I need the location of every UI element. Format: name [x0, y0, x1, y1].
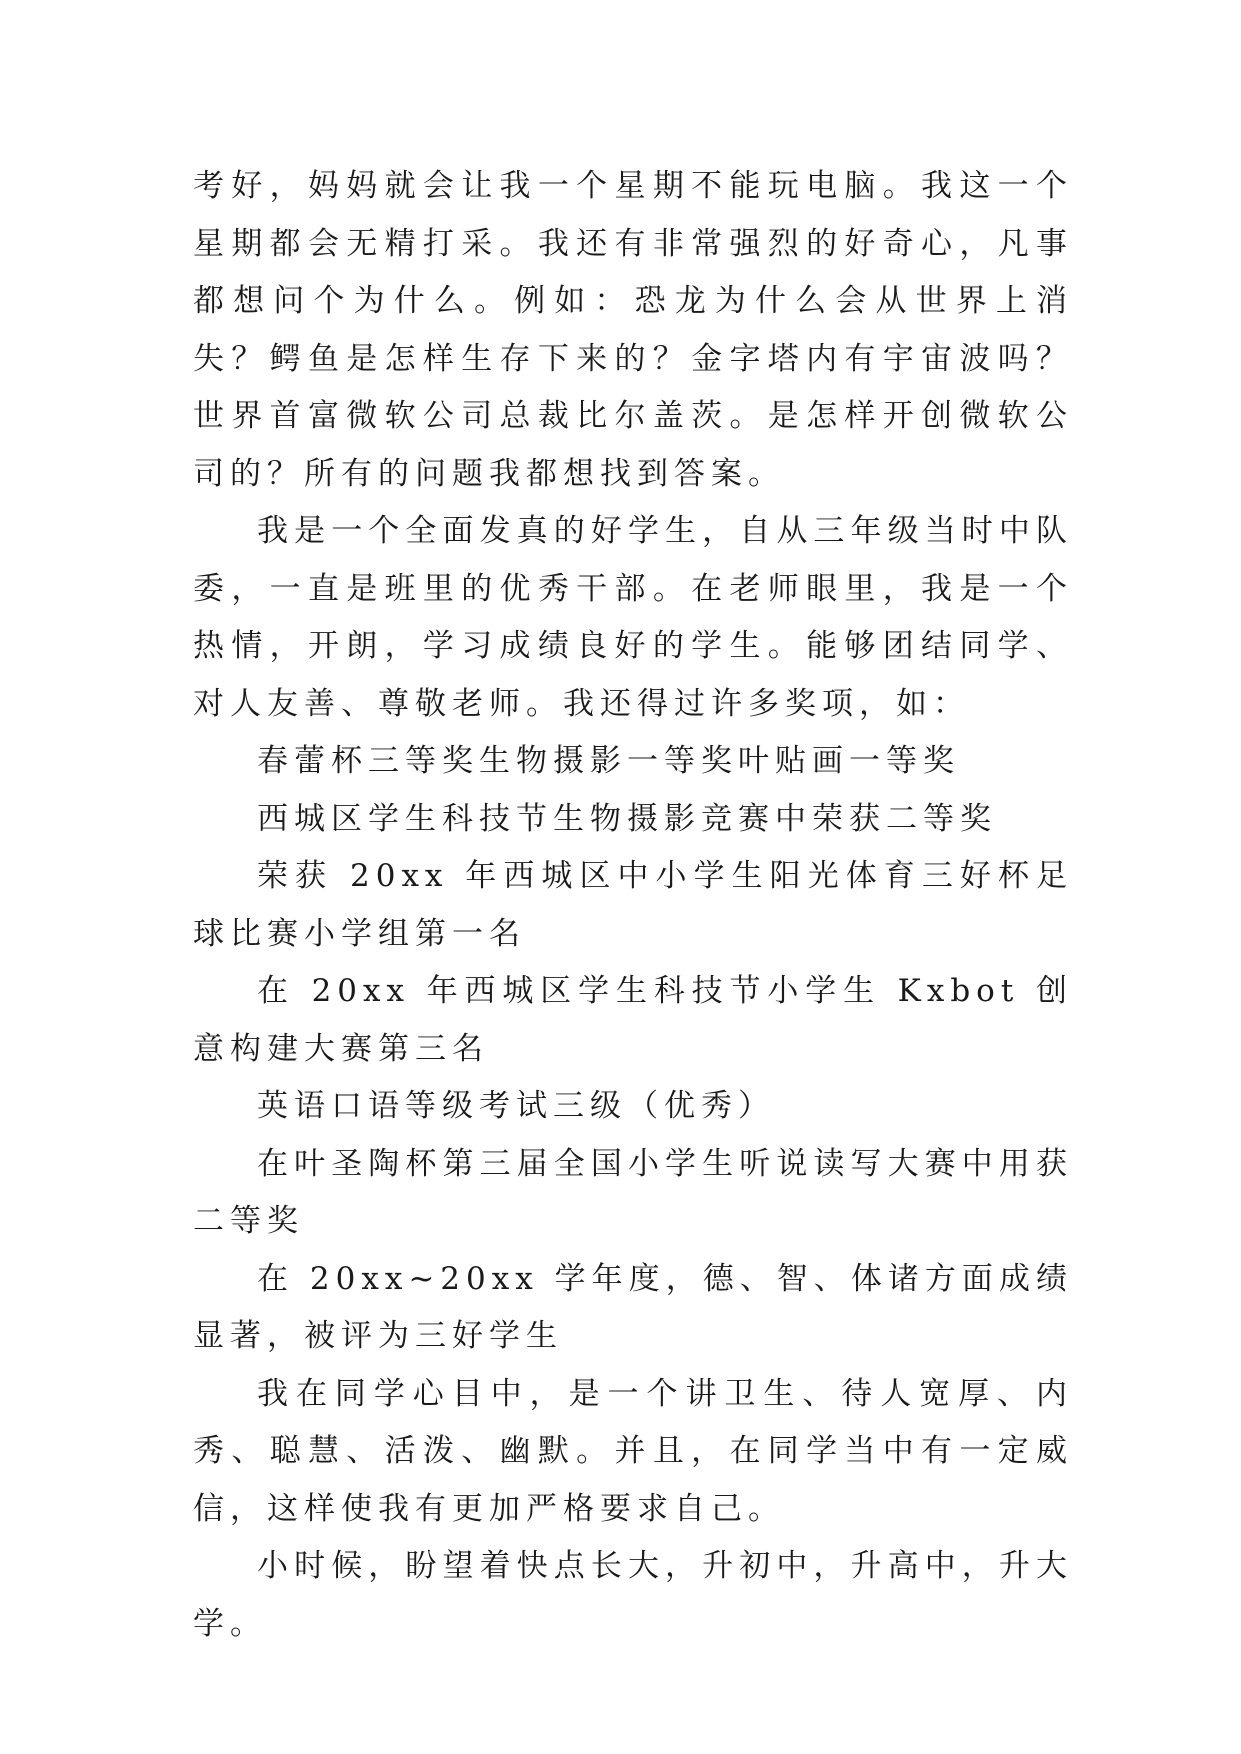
- paragraph-2: 我是一个全面发真的好学生，自从三年级当时中队委，一直是班里的优秀干部。在老师眼里，我是一个热情，开朗，学习成绩良好的学生。能够团结同学、对人友善、尊敬老师。我还得过许多奖项，如：: [193, 513, 1073, 722]
- paragraph-classmates: 我在同学心目中，是一个讲卫生、待人宽厚、内秀、聪慧、活泼、幽默。并且，在同学当中有一定威信，这样使我有更加严格要求自己。: [193, 1375, 1073, 1527]
- award-item-4: 在 20xx 年西城区学生科技节小学生 Kxbot 创意构建大赛第三名: [193, 973, 1073, 1067]
- award-item-1: 春蕾杯三等奖生物摄影一等奖叶贴画一等奖: [257, 743, 960, 779]
- award-item-6: 在叶圣陶杯第三届全国小学生听说读写大赛中用获二等奖: [193, 1145, 1073, 1239]
- paragraph-1: 考好，妈妈就会让我一个星期不能玩电脑。我这一个星期都会无精打采。我还有非常强烈的好奇心，凡事都想问个为什么。例如：恐龙为什么会从世界上消失？鳄鱼是怎样生存下来的？金字塔内有宇宙波吗？世界首富微软公司总裁比尔盖茨。是怎样开创微软公司的？所有的问题我都想找到答案。: [193, 168, 1073, 492]
- award-item-2: 西城区学生科技节生物摄影竞赛中荣获二等奖: [257, 800, 997, 837]
- body-text: [193, 158, 1073, 1653]
- award-item-3: 荣获 20xx 年西城区中小学生阳光体育三好杯足球比赛小学组第一名: [193, 858, 1073, 952]
- award-item-7: 在 20xx~20xx 学年度，德、智、体诸方面成绩显著，被评为三好学生: [193, 1260, 1073, 1354]
- paragraph-childhood: 小时候，盼望着快点长大，升初中，升高中，升大学。: [193, 1548, 1073, 1642]
- award-item-5: 英语口语等级考试三级（优秀）: [257, 1088, 775, 1124]
